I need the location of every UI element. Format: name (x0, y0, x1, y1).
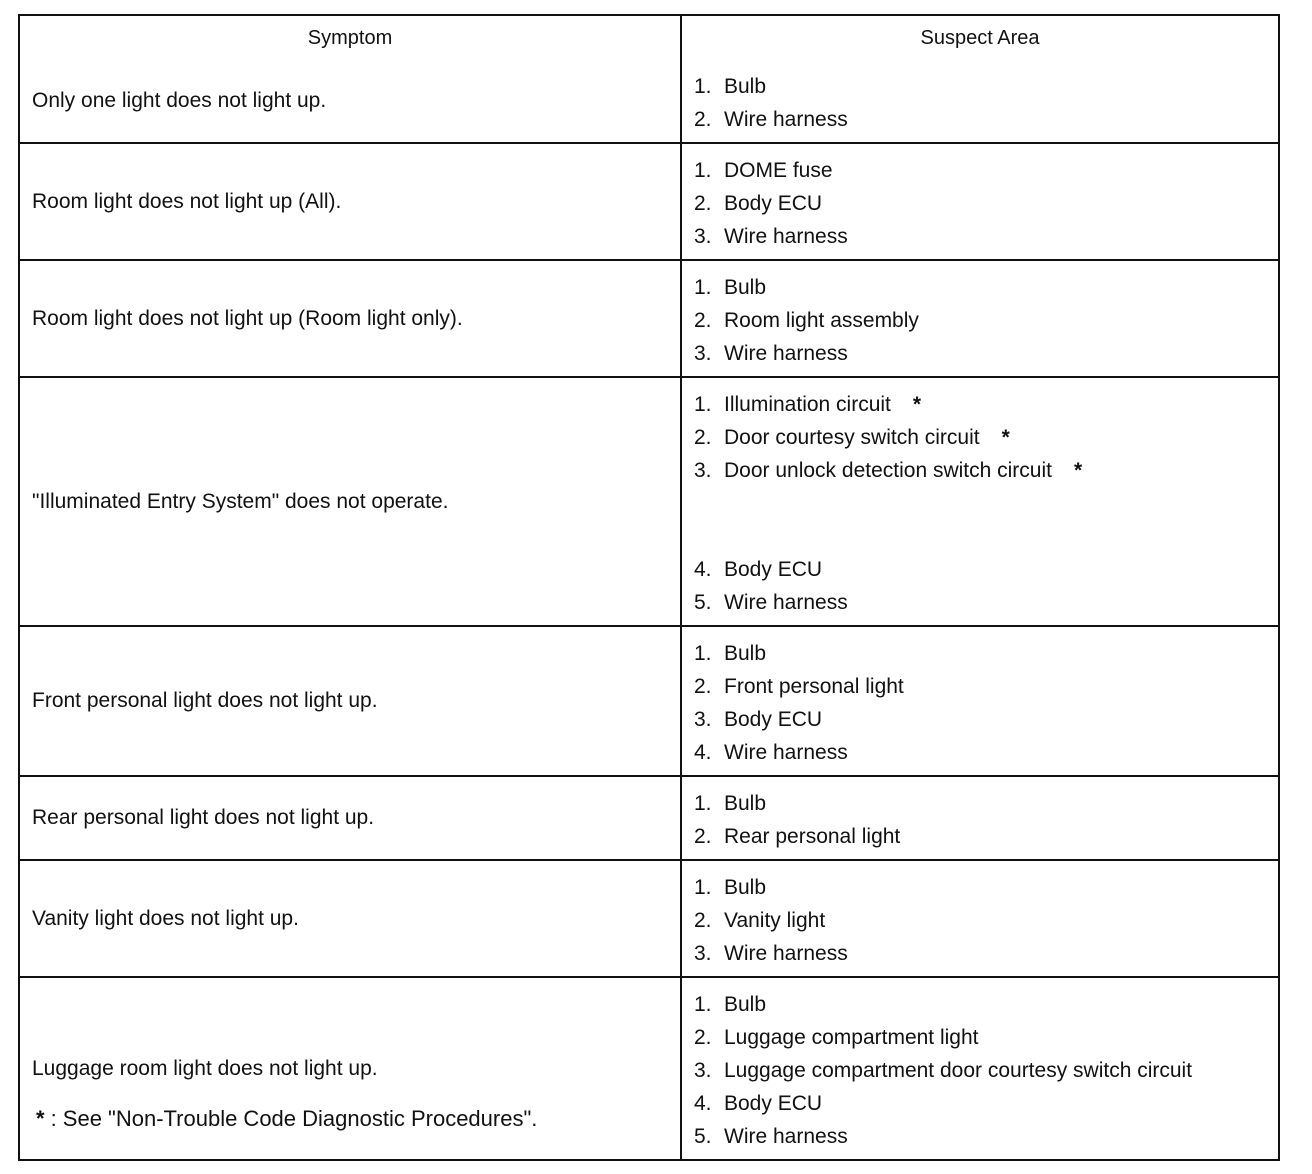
suspect-item (694, 871, 1278, 904)
item-text: DOME fuse (724, 159, 833, 182)
suspect-item (694, 820, 1278, 853)
suspect-area-cell (682, 861, 1278, 976)
suspect-item (694, 1087, 1278, 1120)
item-text: Vanity light (724, 909, 826, 932)
suspect-area-cell (682, 60, 1278, 142)
item-text: Bulb (724, 993, 767, 1016)
suspect-area-cell (682, 627, 1278, 775)
suspect-item (694, 670, 1278, 703)
suspect-item (694, 421, 1278, 454)
item-text: Wire harness (724, 942, 848, 965)
item-number: 3. (694, 225, 712, 248)
suspect-item (694, 70, 1278, 103)
suspect-item (694, 1021, 1278, 1054)
suspect-item (694, 637, 1278, 670)
symptom-cell: Front personal light does not light up. (20, 627, 682, 775)
item-text: Bulb (724, 792, 767, 815)
suspect-item (694, 904, 1278, 937)
header-suspect-area: Suspect Area (920, 26, 1040, 49)
header-symptom: Symptom (20, 16, 682, 60)
item-text: Door unlock detection switch circuit (724, 459, 1052, 482)
suspect-area-cell (682, 378, 1278, 625)
item-number: 5. (694, 591, 712, 614)
symptom-cell: Room light does not light up (Room light only). (20, 261, 682, 376)
suspect-item (694, 703, 1278, 736)
item-text: Front personal light (724, 675, 904, 698)
suspect-area-cell (682, 777, 1278, 859)
item-number: 1. (694, 393, 712, 416)
symptom-table (18, 14, 1280, 1161)
item-text: Bulb (724, 642, 767, 665)
suspect-item (694, 304, 1278, 337)
asterisk-marker: * (912, 393, 922, 416)
item-text: Bulb (724, 876, 767, 899)
item-number: 1. (694, 876, 712, 899)
suspect-item (694, 988, 1278, 1021)
table-row (20, 142, 1278, 259)
item-number: 5. (694, 1125, 712, 1148)
symptom-cell: "Illuminated Entry System" does not operate. (20, 378, 682, 625)
item-text: Wire harness (724, 1125, 848, 1148)
item-number: 1. (694, 642, 712, 665)
item-number: 1. (694, 75, 712, 98)
item-number: 2. (694, 108, 712, 131)
suspect-item (694, 736, 1278, 769)
item-number: 2. (694, 1026, 712, 1049)
item-text: Body ECU (724, 708, 823, 731)
item-number: 1. (694, 993, 712, 1016)
table-header (20, 16, 1278, 60)
item-number: 2. (694, 825, 712, 848)
item-number: 2. (694, 426, 712, 449)
item-number: 2. (694, 192, 712, 215)
table-row (20, 60, 1278, 142)
suspect-item (694, 187, 1278, 220)
item-number: 4. (694, 558, 712, 581)
symptom-cell: Luggage room light does not light up. (20, 978, 682, 1159)
suspect-item (694, 454, 1278, 487)
suspect-area-cell (682, 261, 1278, 376)
item-number: 1. (694, 276, 712, 299)
table-row (20, 376, 1278, 625)
footnote (36, 1106, 537, 1132)
suspect-item (694, 586, 1278, 619)
item-text: Wire harness (724, 108, 848, 131)
item-number: 3. (694, 708, 712, 731)
item-text: Wire harness (724, 741, 848, 764)
suspect-item (694, 937, 1278, 970)
item-number: 4. (694, 1092, 712, 1115)
item-text: Luggage compartment light (724, 1026, 979, 1049)
suspect-item (694, 553, 1278, 586)
suspect-item (694, 388, 1278, 421)
item-number: 4. (694, 741, 712, 764)
symptom-cell: Room light does not light up (All). (20, 144, 682, 259)
suspect-area-cell (682, 144, 1278, 259)
suspect-item (694, 787, 1278, 820)
item-text: Bulb (724, 276, 767, 299)
asterisk-marker: * (1073, 459, 1083, 482)
item-number: 1. (694, 159, 712, 182)
item-number: 3. (694, 942, 712, 965)
symptom-cell: Rear personal light does not light up. (20, 777, 682, 859)
item-number: 2. (694, 675, 712, 698)
footnote-text: : See "Non-Trouble Code Diagnostic Procedures". (50, 1106, 538, 1131)
suspect-item (694, 154, 1278, 187)
item-number: 3. (694, 1059, 712, 1082)
suspect-item (694, 1054, 1278, 1087)
symptom-cell: Vanity light does not light up. (20, 861, 682, 976)
item-number: 3. (694, 459, 712, 482)
table-row (20, 859, 1278, 976)
item-text: Wire harness (724, 342, 848, 365)
item-number: 1. (694, 792, 712, 815)
item-text: Illumination circuit (724, 393, 891, 416)
item-text: Bulb (724, 75, 767, 98)
suspect-item (694, 1120, 1278, 1153)
suspect-area-cell (682, 978, 1278, 1159)
item-number: 3. (694, 342, 712, 365)
suspect-item (694, 337, 1278, 370)
item-text: Room light assembly (724, 309, 919, 332)
table-row (20, 259, 1278, 376)
item-text: Body ECU (724, 558, 823, 581)
item-text: Wire harness (724, 591, 848, 614)
item-text: Body ECU (724, 1092, 823, 1115)
asterisk-marker: * (1001, 426, 1010, 449)
item-text: Body ECU (724, 192, 823, 215)
item-text: Rear personal light (724, 825, 901, 848)
item-text: Wire harness (724, 225, 848, 248)
item-text: Luggage compartment door courtesy switch circuit (724, 1059, 1193, 1082)
suspect-item (694, 220, 1278, 253)
table-row (20, 625, 1278, 775)
footnote-star: * (36, 1106, 45, 1131)
table-row (20, 775, 1278, 859)
item-number: 2. (694, 909, 712, 932)
suspect-item (694, 103, 1278, 136)
item-number: 2. (694, 309, 712, 332)
suspect-item (694, 271, 1278, 304)
symptom-cell: Only one light does not light up. (20, 60, 682, 142)
item-text: Door courtesy switch circuit (724, 426, 980, 449)
